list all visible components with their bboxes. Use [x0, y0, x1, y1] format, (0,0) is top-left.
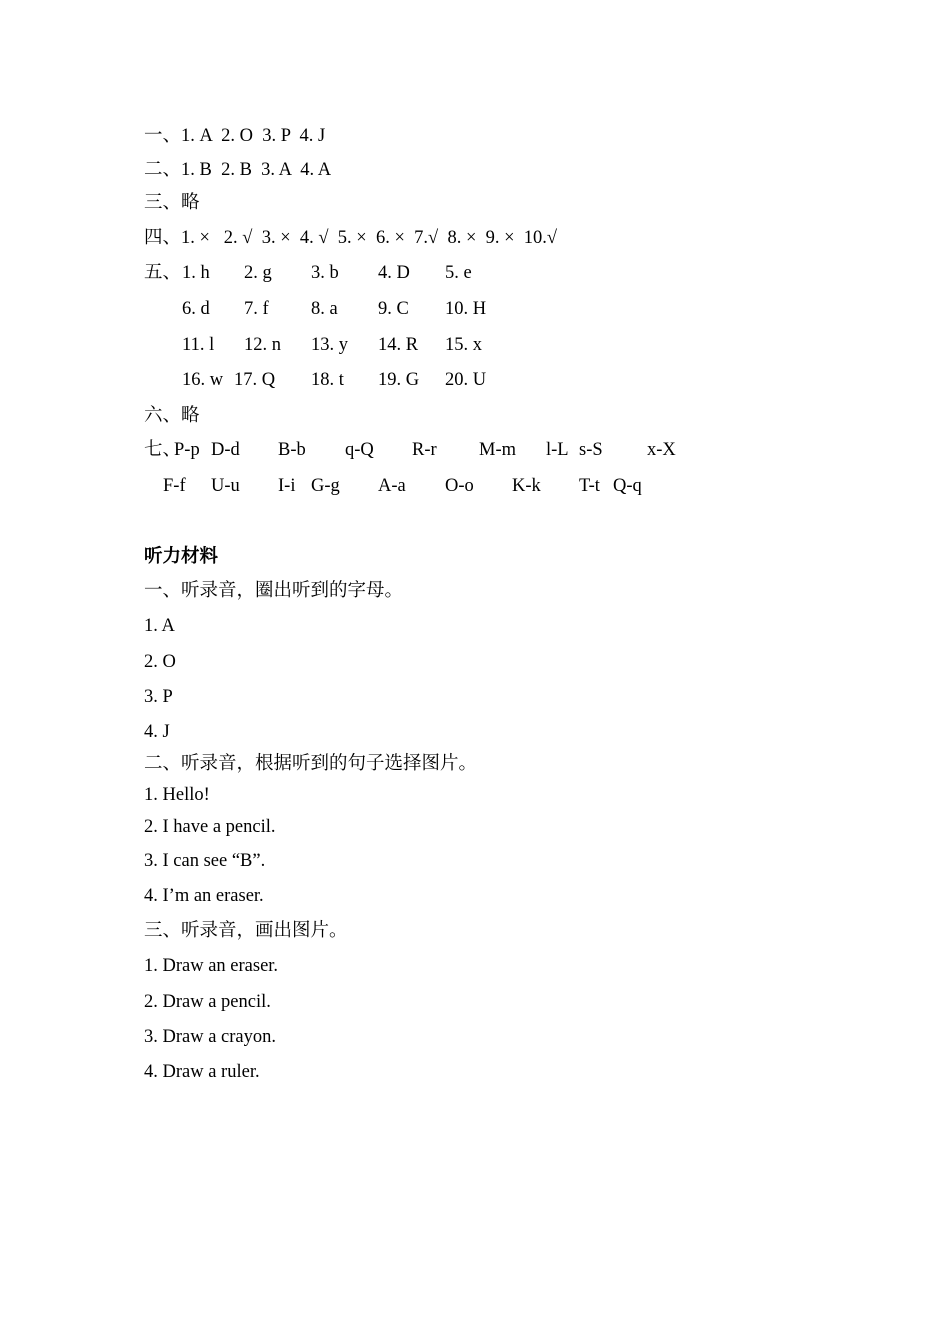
s5-item: 16. w: [182, 370, 224, 390]
letter-pair: l-L: [546, 440, 569, 460]
part-3-item: 4. Draw a ruler.: [144, 1062, 260, 1082]
answer-section-1: 一、1. A 2. O 3. P 4. J: [144, 126, 326, 146]
part-1-item: 1. A: [144, 616, 175, 636]
answer-section-7-label: 七、: [144, 440, 182, 460]
letter-pair: D-d: [211, 440, 240, 460]
part-1-item: 2. O: [144, 652, 176, 672]
s5-item: 3. b: [311, 263, 339, 283]
letter-pair: F-f: [163, 476, 186, 496]
letter-pair: Q-q: [613, 476, 642, 496]
letter-pair: G-g: [311, 476, 340, 496]
letter-pair: P-p: [174, 440, 200, 460]
letter-pair: A-a: [378, 476, 406, 496]
letter-pair: R-r: [412, 440, 437, 460]
letter-pair: O-o: [445, 476, 474, 496]
part-3-item: 3. Draw a crayon.: [144, 1027, 277, 1047]
letter-pair: B-b: [278, 440, 306, 460]
listening-title: 听力材料: [144, 547, 219, 567]
answer-section-3: 三、略: [144, 193, 200, 213]
s5-item: 1. h: [182, 263, 210, 283]
part-3-item: 2. Draw a pencil.: [144, 992, 271, 1012]
letter-pair: K-k: [512, 476, 541, 496]
part-2-item: 1. Hello!: [144, 785, 210, 805]
letter-pair: T-t: [579, 476, 600, 496]
part-1-heading: 一、听录音，圈出听到的字母。: [144, 581, 404, 601]
letter-pair: M-m: [479, 440, 516, 460]
s5-item: 9. C: [378, 299, 409, 319]
s5-item: 14. R: [378, 335, 419, 355]
part-1-item: 3. P: [144, 687, 173, 707]
s5-item: 18. t: [311, 370, 344, 390]
s5-item: 11. l: [182, 335, 215, 355]
part-3-item: 1. Draw an eraser.: [144, 956, 279, 976]
s5-item: 8. a: [311, 299, 338, 319]
part-2-item: 3. I can see “B”.: [144, 851, 266, 871]
part-2-item: 2. I have a pencil.: [144, 817, 276, 837]
s5-item: 12. n: [244, 335, 281, 355]
s5-item: 15. x: [445, 335, 482, 355]
s5-item: 17. Q: [234, 370, 276, 390]
s5-item: 7. f: [244, 299, 269, 319]
s5-item: 6. d: [182, 299, 210, 319]
letter-pair: s-S: [579, 440, 603, 460]
s5-item: 2. g: [244, 263, 272, 283]
part-2-heading: 二、听录音，根据听到的句子选择图片。: [144, 754, 478, 774]
part-3-heading: 三、听录音，画出图片。: [144, 921, 348, 941]
letter-pair: q-Q: [345, 440, 374, 460]
letter-pair: U-u: [211, 476, 240, 496]
answer-section-5-label: 五、: [144, 263, 182, 283]
letter-pair: x-X: [647, 440, 676, 460]
part-1-item: 4. J: [144, 722, 170, 742]
answer-section-2: 二、1. B 2. B 3. A 4. A: [144, 160, 332, 180]
answer-section-4: 四、1. × 2. √ 3. × 4. √ 5. × 6. × 7.√ 8. × 9. × 10.√: [144, 228, 558, 248]
s5-item: 5. e: [445, 263, 472, 283]
answer-section-6: 六、略: [144, 406, 200, 426]
part-2-item: 4. I’m an eraser.: [144, 886, 264, 906]
s5-item: 13. y: [311, 335, 348, 355]
s5-item: 19. G: [378, 370, 420, 390]
letter-pair: I-i: [278, 476, 296, 496]
s5-item: 20. U: [445, 370, 487, 390]
s5-item: 4. D: [378, 263, 410, 283]
s5-item: 10. H: [445, 299, 487, 319]
